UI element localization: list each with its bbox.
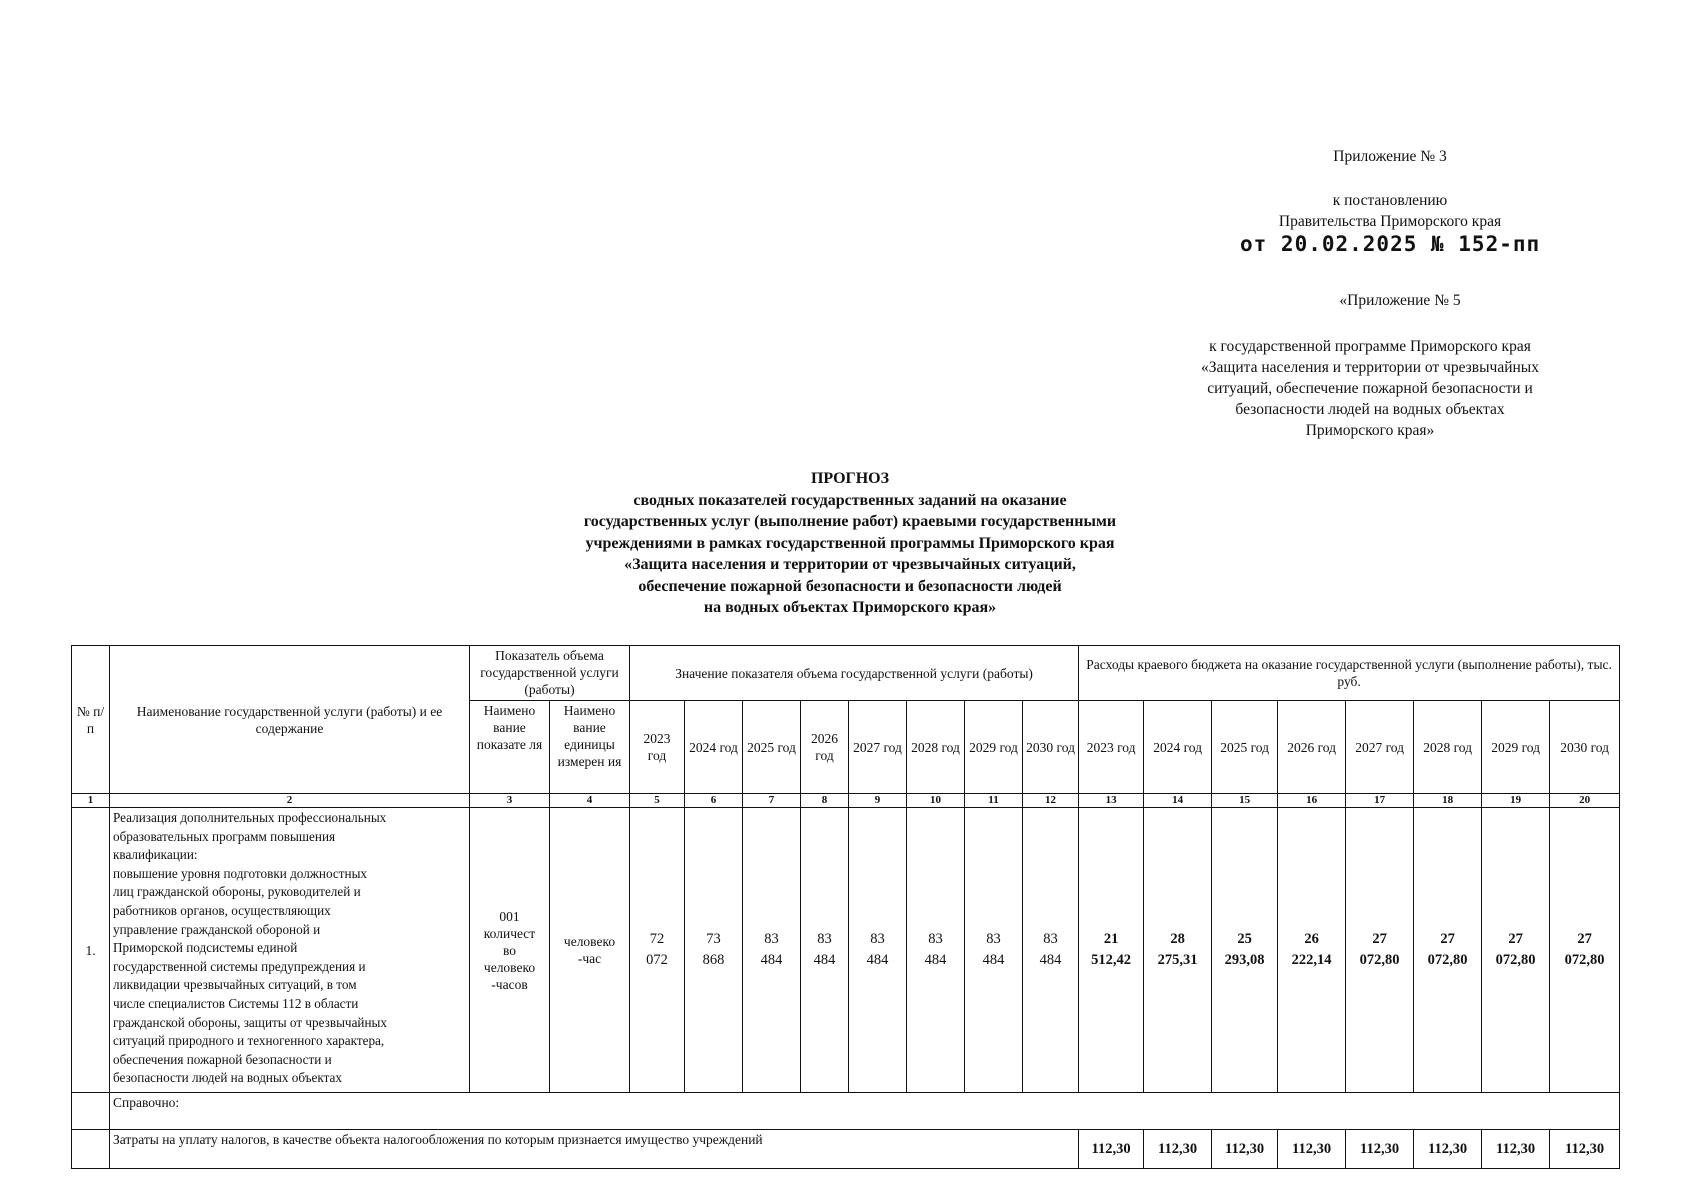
header-year: 2030 год xyxy=(1023,701,1079,794)
description-line: гражданской обороны, защиты от чрезвычайных xyxy=(113,1014,387,1030)
table-row xyxy=(72,1093,1620,1130)
program-line: Приморского края» xyxy=(1305,422,1435,439)
title-line: учреждениями в рамках государственной программы Приморского края xyxy=(585,534,1115,552)
header-indicator-name: Наимено вание показате ля xyxy=(470,701,550,794)
value-part: 21 xyxy=(1103,931,1119,947)
header-year: 2028 год xyxy=(907,701,965,794)
header-year: 2025 год xyxy=(1212,701,1278,794)
title-line: государственных услуг (выполнение работ) краевыми государственными xyxy=(583,513,1117,530)
value-part: 484 xyxy=(813,952,836,968)
expense-2028 xyxy=(1414,808,1482,1093)
description-line: Реализация дополнительных профессиональных xyxy=(113,810,387,825)
col-number: 10 xyxy=(907,794,965,808)
appendix5-title: «Приложение № 5 xyxy=(1339,292,1461,309)
value-part: 83 xyxy=(928,931,943,947)
table-row xyxy=(72,1130,1620,1169)
volume-2024 xyxy=(685,808,743,1093)
indicator-name xyxy=(470,808,550,1093)
col-number: 5 xyxy=(630,794,685,808)
header-year: 2029 год xyxy=(1482,701,1550,794)
tax-row-label: Затраты на уплату налогов, в качестве объекта налогообложения по которым признается имущество учреждений xyxy=(110,1130,1079,1169)
decree-reference xyxy=(1230,190,1550,232)
description-line: работников органов, осуществляющих xyxy=(113,902,331,918)
value-part: 484 xyxy=(982,952,1005,968)
value-part: 072 xyxy=(646,952,668,968)
description-line: повышение уровня подготовки должностных xyxy=(113,865,368,881)
description-line: безопасности людей на водных объектах xyxy=(113,1070,342,1086)
header-year: 2026 год xyxy=(1278,701,1346,794)
header-service-name: Наименование государственной услуги (работы) и ее содержание xyxy=(110,646,470,794)
service-description xyxy=(110,808,470,1093)
tax-2030: 112,30 xyxy=(1550,1130,1620,1169)
tax-2023: 112,30 xyxy=(1079,1130,1144,1169)
empty-cell xyxy=(72,1093,110,1130)
value-part: 27 xyxy=(1372,931,1387,947)
value-part: 484 xyxy=(1039,952,1062,968)
tax-2029: 112,30 xyxy=(1482,1130,1550,1169)
value-part: 72 xyxy=(649,931,665,947)
col-number: 18 xyxy=(1414,794,1482,808)
tax-2025: 112,30 xyxy=(1212,1130,1278,1169)
col-number: 12 xyxy=(1023,794,1079,808)
volume-2029 xyxy=(965,808,1023,1093)
tax-2028: 112,30 xyxy=(1414,1130,1482,1169)
volume-2027 xyxy=(849,808,907,1093)
header-year: 2024 год xyxy=(685,701,743,794)
empty-cell xyxy=(72,1130,110,1169)
col-number: 15 xyxy=(1212,794,1278,808)
col-number: 4 xyxy=(550,794,630,808)
title-line: ПРОГНОЗ xyxy=(810,470,890,487)
expense-2029 xyxy=(1482,808,1550,1093)
expense-2027 xyxy=(1346,808,1414,1093)
col-number: 19 xyxy=(1482,794,1550,808)
col-number: 8 xyxy=(801,794,849,808)
header-year: 2028 год xyxy=(1414,701,1482,794)
description-line: обеспечения пожарной безопасности и xyxy=(113,1051,332,1067)
indicator-line: -часов xyxy=(491,976,528,992)
value-part: 484 xyxy=(866,952,889,968)
program-line: «Защита населения и территории от чрезвычайных xyxy=(1201,359,1539,376)
program-reference xyxy=(1150,336,1590,441)
value-part: 25 xyxy=(1237,931,1252,947)
value-part: 83 xyxy=(986,931,1001,947)
program-line: безопасности людей на водных объектах xyxy=(1235,401,1505,418)
col-number: 11 xyxy=(965,794,1023,808)
col-number: 16 xyxy=(1278,794,1346,808)
value-part: 83 xyxy=(764,931,779,947)
col-number: 20 xyxy=(1550,794,1620,808)
description-line: государственной системы предупреждения и xyxy=(113,958,366,974)
value-part: 484 xyxy=(924,952,947,968)
value-part: 83 xyxy=(870,931,885,947)
reference-label: Справочно: xyxy=(110,1093,1620,1130)
value-part: 293,08 xyxy=(1224,952,1265,968)
decree-number: от 20.02.2025 № 152-пп xyxy=(1240,232,1541,256)
description-line: управление гражданской обороной и xyxy=(113,921,321,937)
value-part: 512,42 xyxy=(1091,952,1132,968)
header-indicator-unit: Наимено вание единицы измерен ия xyxy=(550,701,630,794)
value-part: 072,80 xyxy=(1495,952,1536,968)
indicator-line: человеко xyxy=(483,959,536,975)
col-number: 9 xyxy=(849,794,907,808)
header-year: 2030 год xyxy=(1550,701,1620,794)
tax-2024: 112,30 xyxy=(1144,1130,1212,1169)
col-number: 6 xyxy=(685,794,743,808)
indicator-line: 001 xyxy=(499,908,520,924)
indicator-line: количест xyxy=(483,925,536,941)
value-part: 072,80 xyxy=(1564,952,1605,968)
program-line: к государственной программе Приморского края xyxy=(1209,338,1531,355)
description-line: квалификации: xyxy=(113,847,198,863)
volume-2025 xyxy=(743,808,801,1093)
volume-2026 xyxy=(801,808,849,1093)
header-year: 2027 год xyxy=(1346,701,1414,794)
program-line: ситуаций, обеспечение пожарной безопасности и xyxy=(1207,380,1533,397)
value-part: 73 xyxy=(706,931,721,947)
title-line: на водных объектах Приморского края» xyxy=(703,599,997,616)
indicator-line: во xyxy=(502,942,517,958)
volume-2023 xyxy=(630,808,685,1093)
government-line: Правительства Приморского края xyxy=(1278,213,1502,230)
value-part: 27 xyxy=(1577,931,1592,947)
header-year: 2024 год xyxy=(1144,701,1212,794)
to-decree-line: к постановлению xyxy=(1332,192,1448,209)
value-part: 27 xyxy=(1508,931,1523,947)
header-year: 2027 год xyxy=(849,701,907,794)
value-part: 484 xyxy=(760,952,783,968)
value-part: 26 xyxy=(1304,931,1319,947)
appendix-title: Приложение № 3 xyxy=(1333,148,1447,165)
expense-2030 xyxy=(1550,808,1620,1093)
value-part: 072,80 xyxy=(1359,952,1400,968)
value-part: 072,80 xyxy=(1427,952,1468,968)
title-line: «Защита населения и территории от чрезвычайных ситуаций, xyxy=(624,556,1076,573)
title-line: сводных показателей государственных заданий на оказание xyxy=(633,491,1067,509)
unit-line: человеко xyxy=(563,934,616,949)
header-expenses-group: Расходы краевого бюджета на оказание государственной услуги (выполнение работы), тыс. руб. xyxy=(1079,646,1620,701)
expense-2023 xyxy=(1079,808,1144,1093)
volume-2030 xyxy=(1023,808,1079,1093)
tax-2027: 112,30 xyxy=(1346,1130,1414,1169)
expense-2026 xyxy=(1278,808,1346,1093)
value-part: 28 xyxy=(1170,931,1185,947)
header-year: 2023 год xyxy=(630,701,685,794)
header-indicator-group: Показатель объема государственной услуги (работы) xyxy=(470,646,630,701)
expense-2025 xyxy=(1212,808,1278,1093)
description-line: лиц гражданской обороны, руководителей и xyxy=(113,884,361,900)
tax-2026: 112,30 xyxy=(1278,1130,1346,1169)
col-number: 2 xyxy=(110,794,470,808)
header-year: 2023 год xyxy=(1079,701,1144,794)
description-line: образовательных программ повышения xyxy=(113,828,336,844)
value-part: 222,14 xyxy=(1291,952,1332,968)
header-values-group: Значение показателя объема государственной услуги (работы) xyxy=(630,646,1079,701)
header-year: 2025 год xyxy=(743,701,801,794)
table-row xyxy=(72,808,1620,1093)
description-line: числе специалистов Системы 112 в области xyxy=(113,995,359,1011)
value-part: 83 xyxy=(817,931,832,947)
description-line: ликвидации чрезвычайных ситуаций, в том xyxy=(113,977,357,993)
description-line: ситуаций природного и техногенного характера, xyxy=(113,1033,385,1049)
indicator-unit xyxy=(550,808,630,1093)
col-number: 7 xyxy=(743,794,801,808)
col-number: 14 xyxy=(1144,794,1212,808)
volume-2028 xyxy=(907,808,965,1093)
title-line: обеспечение пожарной безопасности и безопасности людей xyxy=(638,577,1062,595)
header-year: 2029 год xyxy=(965,701,1023,794)
unit-line: -час xyxy=(577,951,602,966)
col-number: 13 xyxy=(1079,794,1144,808)
value-part: 27 xyxy=(1440,931,1455,947)
col-number: 17 xyxy=(1346,794,1414,808)
col-number: 1 xyxy=(72,794,110,808)
value-part: 275,31 xyxy=(1157,952,1198,968)
value-part: 83 xyxy=(1043,931,1058,947)
expense-2024 xyxy=(1144,808,1212,1093)
document-title xyxy=(430,468,1270,619)
forecast-table xyxy=(71,645,1620,1169)
header-year: 2026 год xyxy=(801,701,849,794)
col-number: 3 xyxy=(470,794,550,808)
header-no: № п/п xyxy=(72,646,110,794)
description-line: Приморской подсистемы единой xyxy=(113,940,298,956)
row-number: 1. xyxy=(72,808,110,1093)
value-part: 868 xyxy=(702,952,725,968)
